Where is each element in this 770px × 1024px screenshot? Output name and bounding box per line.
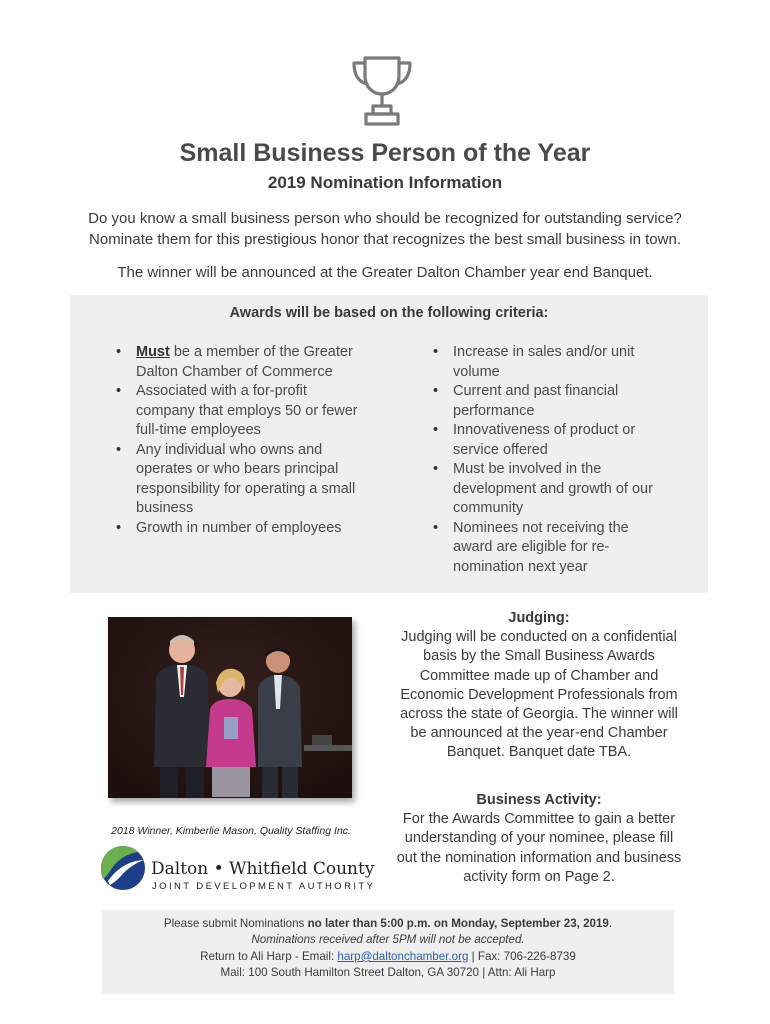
- return-line: [102, 949, 674, 965]
- judging-section: [394, 609, 684, 763]
- submission-footer: [102, 910, 674, 994]
- business-activity-section: [394, 791, 684, 887]
- business-activity-text: For the Awards Committee to gain a better understanding of your nominee, please fill out the nomination information and business activity form on Page 2.: [396, 811, 682, 885]
- submit-deadline: no later than 5:00 p.m. on Monday, September 23, 2019: [307, 917, 609, 930]
- list-item: • Innovativeness of product or service offered: [433, 421, 663, 460]
- trophy-icon: [349, 54, 415, 128]
- must-emphasis: Must: [136, 344, 170, 360]
- email-link[interactable]: harp@daltonchamber.org: [337, 949, 469, 963]
- logo-name: Dalton • Whitfield County: [151, 859, 375, 879]
- list-item: • Must be involved in the development and growth of our community: [433, 460, 663, 519]
- late-note: Nominations received after 5PM will not be accepted.: [251, 933, 525, 947]
- jda-logo-mark: [100, 845, 146, 891]
- winner-photo: [108, 617, 352, 798]
- judging-heading: Judging:: [508, 610, 570, 626]
- page-title: Small Business Person of the Year: [179, 139, 591, 167]
- list-item: • Growth in number of employees: [116, 519, 361, 539]
- list-item: • Associated with a for-profit company that employs 50 or fewer full-time employees: [116, 382, 361, 441]
- intro-text: [60, 208, 710, 250]
- list-item: • Any individual who owns and operates or who bears principal responsibility for operating a small business: [116, 441, 361, 519]
- mail-line: Mail: 100 South Hamilton Street Dalton, GA 30720 | Attn: Ali Harp: [220, 966, 556, 980]
- return-prefix: Return to Ali Harp - Email:: [200, 949, 338, 963]
- submit-suffix: .: [608, 917, 613, 930]
- submit-line: [102, 916, 674, 932]
- criteria-item-text: be a member of the Greater Dalton Chamber of Commerce: [136, 344, 353, 380]
- submit-prefix: Please submit Nominations: [163, 917, 308, 930]
- criteria-panel: [70, 295, 708, 593]
- list-item: [116, 343, 361, 382]
- logo-subtitle: JOINT DEVELOPMENT AUTHORITY: [152, 881, 376, 892]
- page-subtitle: 2019 Nomination Information: [267, 173, 503, 192]
- business-activity-heading: Business Activity:: [476, 792, 602, 808]
- photo-caption: 2018 Winner, Kimberlie Mason, Quality Staffing Inc.: [111, 825, 351, 837]
- criteria-list-right: [433, 343, 663, 577]
- judging-text: Judging will be conducted on a confidential basis by the Small Business Awards Committee made up of Chamber and Economic Development Professionals from across the state of Georgia. The winner will be announced at the year-end Chamber Banquet. Banquet date TBA.: [400, 629, 678, 761]
- list-item: • Nominees not receiving the award are eligible for re-nomination next year: [433, 519, 663, 578]
- list-item: • Current and past financial performance: [433, 382, 663, 421]
- intro-line-2: Nominate them for this prestigious honor that recognizes the best small business in town.: [89, 231, 681, 248]
- criteria-title: Awards will be based on the following criteria:: [229, 305, 549, 321]
- intro-line-1: Do you know a small business person who should be recognized for outstanding service?: [88, 210, 682, 227]
- fax-text: | Fax: 706-226-8739: [468, 949, 576, 963]
- jda-logo: [100, 845, 376, 895]
- announcement-text: The winner will be announced at the Greater Dalton Chamber year end Banquet.: [117, 264, 653, 281]
- winner-photo-illustration: [108, 617, 352, 798]
- list-item: • Increase in sales and/or unit volume: [433, 343, 663, 382]
- criteria-list-left: [116, 343, 361, 538]
